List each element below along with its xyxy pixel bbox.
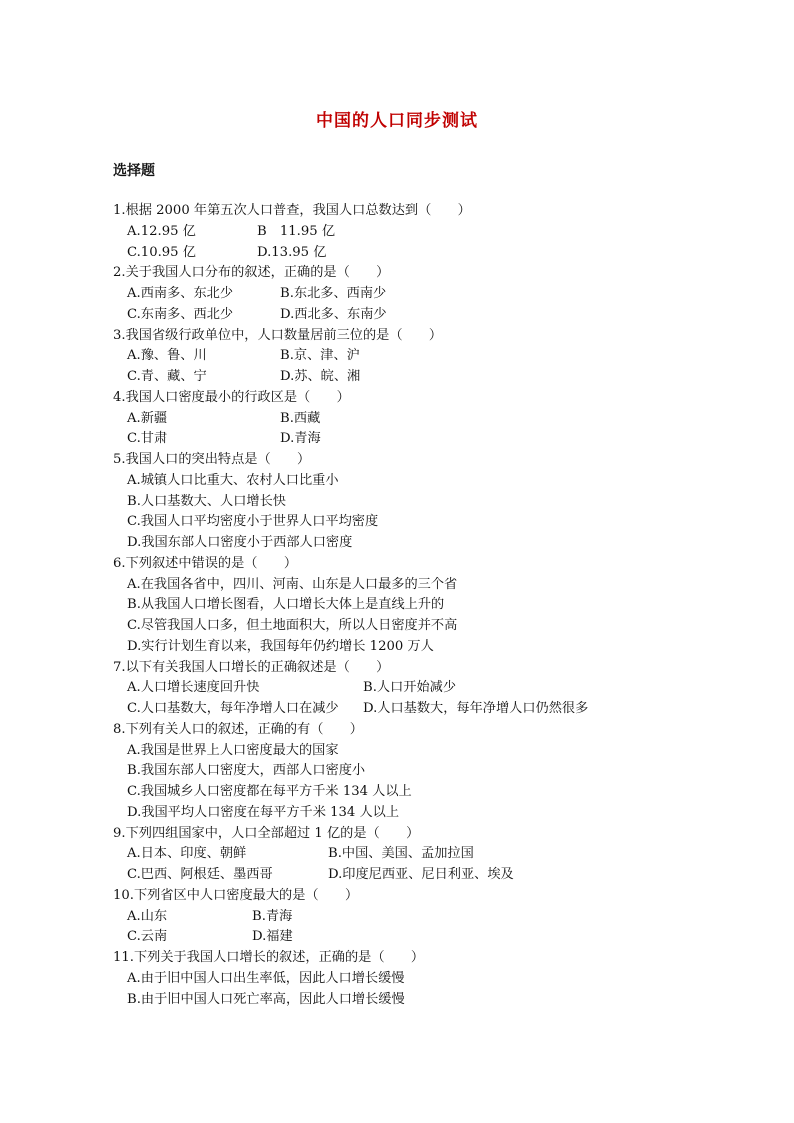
question-stem: 5.我国人口的突出特点是（ ） (113, 452, 311, 467)
question-stem: 4.我国人口密度最小的行政区是（ ） (113, 389, 350, 405)
option-row (113, 305, 713, 326)
answer-option: B.我国东部人口密度大，西部人口密度小 (127, 763, 366, 779)
answer-option: A.我国是世界上人口密度最大的国家 (127, 742, 339, 758)
answer-option: C.人口基数大，每年净增人口在减少 (127, 701, 339, 716)
answer-option: A.在我国各省中，四川、河南、山东是人口最多的三个省 (127, 576, 458, 592)
question-stem: 10.下列省区中人口密度最大的是（ ） (113, 887, 359, 903)
answer-option: A.新疆 (127, 410, 168, 426)
answer-option: B.青海 (252, 908, 293, 924)
option-row (113, 243, 713, 264)
answer-option: A.西南多、东北少 (127, 286, 234, 301)
option-row (113, 429, 713, 450)
answer-option: A.日本、印度、朝鲜 (127, 846, 247, 862)
question-list (113, 201, 713, 1010)
question-stem: 8.下列有关人口的叙述，正确的有（ ） (113, 721, 363, 737)
answer-option: D.印度尼西亚、尼日利亚、埃及 (328, 867, 514, 882)
section-heading: 选择题 (113, 163, 155, 179)
option-row (113, 699, 713, 720)
answer-option: D.实行计划生育以来，我国每年仍约增长 1200 万人 (127, 638, 434, 654)
answer-option: D.青海 (280, 431, 321, 447)
answer-option: D.我国东部人口密度小于西部人口密度 (127, 535, 353, 550)
answer-option: A.12.95 亿 (127, 223, 196, 239)
answer-option: C.我国城乡人口密度都在每平方千米 134 人以上 (127, 784, 412, 799)
answer-option: C.巴西、阿根廷、墨西哥 (127, 867, 273, 882)
answer-option: D.福建 (252, 929, 293, 945)
option-row (113, 678, 713, 699)
answer-option: A.豫、鲁、川 (127, 348, 207, 364)
option-row (113, 409, 713, 430)
answer-option: B.从我国人口增长图看，人口增长大体上是直线上升的 (127, 597, 445, 613)
option-row (113, 844, 713, 865)
answer-option: A.山东 (127, 908, 168, 924)
answer-option: D.人口基数大，每年净增人口仍然很多 (363, 701, 589, 716)
option-row (113, 284, 713, 305)
answer-option: A.城镇人口比重大、农村人口比重小 (127, 472, 339, 488)
question-stem: 1.根据 2000 年第五次人口普查，我国人口总数达到（ ） (113, 203, 471, 218)
answer-option: B.由于旧中国人口死亡率高，因此人口增长缓慢 (127, 991, 405, 1007)
option-row (113, 346, 713, 367)
option-row (113, 927, 713, 948)
answer-option: C.东南多、西北少 (127, 306, 234, 322)
question-stem: 6.下列叙述中错误的是（ ） (113, 555, 298, 571)
answer-option: C.我国人口平均密度小于世界人口平均密度 (127, 514, 379, 530)
answer-option: B.中国、美国、孟加拉国 (328, 846, 474, 862)
answer-option: A.人口增长速度回升快 (127, 680, 260, 696)
option-row (113, 367, 713, 388)
answer-option: B.人口基数大、人口增长快 (127, 493, 286, 509)
question-stem: 3.我国省级行政单位中，人口数量居前三位的是（ ） (113, 327, 443, 343)
question-stem: 2.关于我国人口分布的叙述，正确的是（ ） (113, 265, 390, 281)
answer-option: D.13.95 亿 (257, 244, 327, 260)
option-row (113, 865, 713, 886)
question-stem: 7.以下有关我国人口增长的正确叙述是（ ） (113, 659, 390, 675)
option-row (113, 907, 713, 928)
answer-option: B.京、津、沪 (280, 348, 360, 364)
answer-option: D.西北多、东南少 (280, 306, 387, 322)
answer-option: C.尽管我国人口多，但土地面积大，所以人日密度并不高 (127, 618, 458, 633)
answer-option: C.青、藏、宁 (127, 369, 207, 384)
answer-option: C.云南 (127, 929, 168, 945)
answer-option: B.东北多、西南少 (280, 286, 387, 301)
answer-option: B 11.95 亿 (257, 223, 336, 239)
answer-option: D.苏、皖、湘 (280, 369, 361, 384)
answer-option: C.10.95 亿 (127, 244, 196, 260)
question-stem: 9.下列四组国家中，人口全部超过 1 亿的是（ ） (113, 825, 420, 841)
answer-option: C.甘肃 (127, 431, 168, 447)
question-stem: 11.下列关于我国人口增长的叙述，正确的是（ ） (113, 950, 425, 965)
page-title: 中国的人口同步测试 (316, 111, 478, 131)
answer-option: B.西藏 (280, 410, 321, 426)
answer-option: B.人口开始减少 (363, 680, 457, 696)
answer-option: A.由于旧中国人口出生率低，因此人口增长缓慢 (127, 970, 405, 986)
option-row (113, 222, 713, 243)
answer-option: D.我国平均人口密度在每平方千米 134 人以上 (127, 804, 400, 820)
